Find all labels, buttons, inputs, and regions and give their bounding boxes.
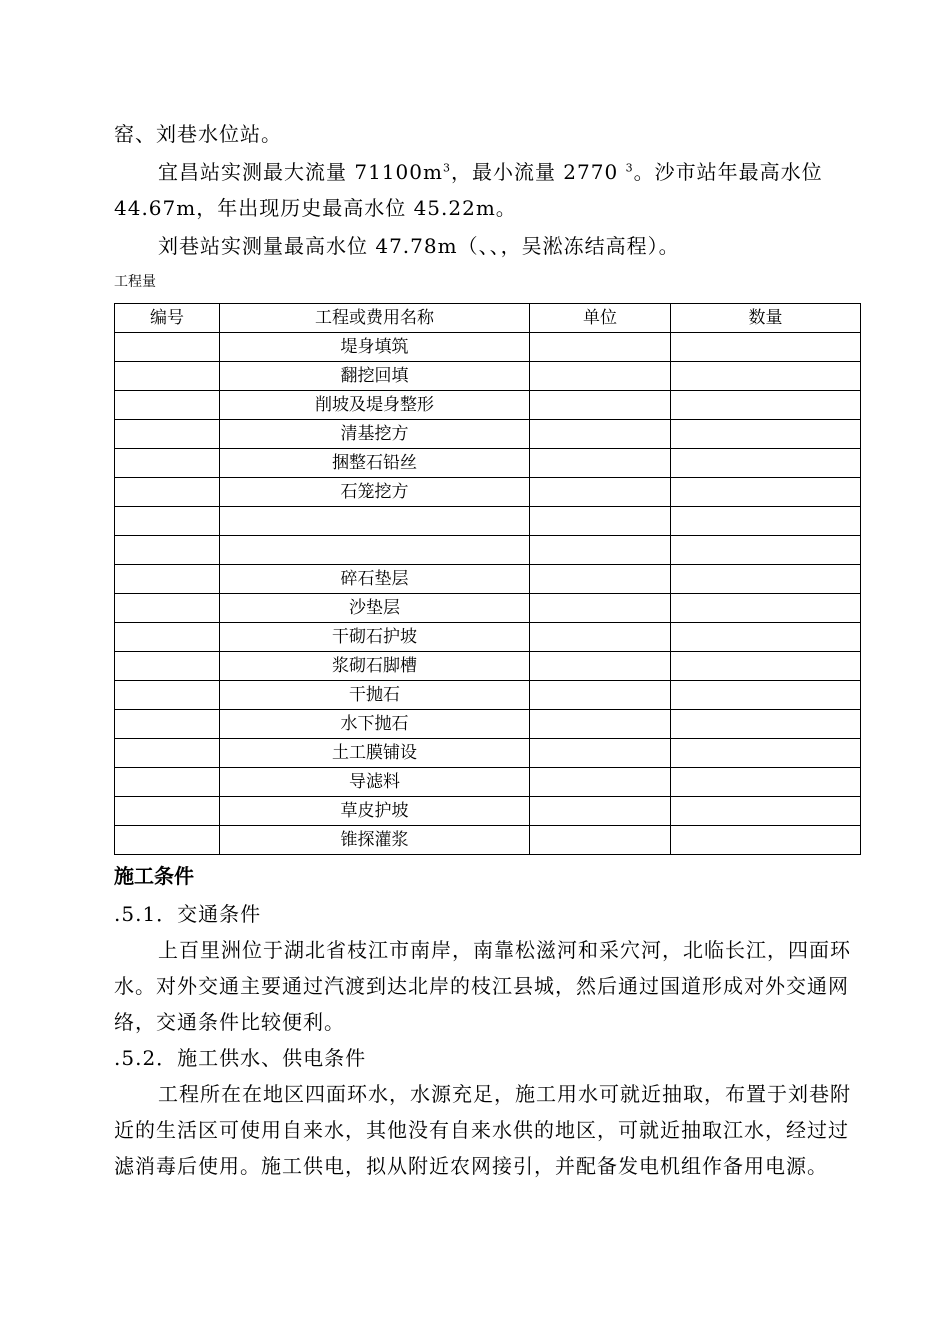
cell-quantity <box>671 420 861 449</box>
cell-number <box>115 362 220 391</box>
cell-number <box>115 565 220 594</box>
cell-number <box>115 594 220 623</box>
cell-item-name: 清基挖方 <box>220 420 530 449</box>
cell-quantity <box>671 449 861 478</box>
subsection-title-water-power: .5.2．施工供水、供电条件 <box>114 1046 367 1070</box>
cell-quantity <box>671 536 861 565</box>
cell-unit <box>530 739 671 768</box>
table-row <box>115 652 861 681</box>
flow-text-c: 。沙市站年最高水位 44.67m，年出现历史最高水位 45.22m。 <box>114 160 823 220</box>
flow-text-a: 宜昌站实测最大流量 71100m <box>158 160 443 184</box>
cell-unit <box>530 333 671 362</box>
table-row <box>115 623 861 652</box>
cell-item-name: 削坡及堤身整形 <box>220 391 530 420</box>
cell-unit <box>530 652 671 681</box>
cell-quantity <box>671 507 861 536</box>
cell-unit <box>530 478 671 507</box>
cell-unit <box>530 710 671 739</box>
cell-quantity <box>671 478 861 507</box>
cell-item-name <box>220 536 530 565</box>
cell-number <box>115 797 220 826</box>
quantities-table <box>114 303 861 855</box>
cell-number <box>115 739 220 768</box>
table-row <box>115 420 861 449</box>
table-body <box>115 333 861 855</box>
cell-item-name: 碎石垫层 <box>220 565 530 594</box>
cell-item-name: 锥探灌浆 <box>220 826 530 855</box>
cell-quantity <box>671 826 861 855</box>
cell-item-name: 水下抛石 <box>220 710 530 739</box>
cell-number <box>115 623 220 652</box>
cell-item-name: 草皮护坡 <box>220 797 530 826</box>
flow-text-b: ，最小流量 2770 <box>450 160 626 184</box>
cell-unit <box>530 391 671 420</box>
cell-quantity <box>671 594 861 623</box>
cell-item-name: 导滤料 <box>220 768 530 797</box>
cell-item-name: 堤身填筑 <box>220 333 530 362</box>
cell-number <box>115 333 220 362</box>
cell-unit <box>530 536 671 565</box>
cell-item-name: 沙垫层 <box>220 594 530 623</box>
cell-unit <box>530 507 671 536</box>
cell-number <box>115 826 220 855</box>
cell-unit <box>530 681 671 710</box>
subsection-title-traffic: .5.1．交通条件 <box>114 902 262 926</box>
cell-quantity <box>671 681 861 710</box>
table-row <box>115 797 861 826</box>
cell-quantity <box>671 623 861 652</box>
cell-quantity <box>671 768 861 797</box>
cell-quantity <box>671 797 861 826</box>
table-row <box>115 362 861 391</box>
cell-quantity <box>671 565 861 594</box>
cell-unit <box>530 362 671 391</box>
cell-unit <box>530 449 671 478</box>
superscript-unit: 3 <box>625 161 634 175</box>
cell-number <box>115 681 220 710</box>
cell-item-name <box>220 507 530 536</box>
cell-number <box>115 420 220 449</box>
cell-unit <box>530 768 671 797</box>
table-row <box>115 681 861 710</box>
paragraph-flow-data <box>114 154 864 226</box>
cell-quantity <box>671 710 861 739</box>
cell-number <box>115 478 220 507</box>
cell-quantity <box>671 333 861 362</box>
cell-number <box>115 391 220 420</box>
superscript-unit: 3 <box>442 161 451 175</box>
cell-unit <box>530 623 671 652</box>
section-heading: 施工条件 <box>114 864 194 888</box>
table-row <box>115 710 861 739</box>
cell-quantity <box>671 652 861 681</box>
header-quantity: 数量 <box>671 304 861 333</box>
cell-number <box>115 710 220 739</box>
header-unit: 单位 <box>530 304 671 333</box>
cell-item-name: 浆砌石脚槽 <box>220 652 530 681</box>
table-row <box>115 449 861 478</box>
table-row <box>115 478 861 507</box>
table-caption: 工程量 <box>114 274 156 290</box>
table-row <box>115 333 861 362</box>
cell-number <box>115 652 220 681</box>
cell-number <box>115 536 220 565</box>
cell-quantity <box>671 391 861 420</box>
table-row <box>115 739 861 768</box>
cell-quantity <box>671 362 861 391</box>
paragraph-liuxiang-level: 刘巷站实测量最高水位 47.78m（、、，吴淞冻结高程）。 <box>158 234 680 258</box>
table-row <box>115 826 861 855</box>
cell-number <box>115 507 220 536</box>
cell-number <box>115 449 220 478</box>
cell-unit <box>530 420 671 449</box>
cell-item-name: 干砌石护坡 <box>220 623 530 652</box>
cell-unit <box>530 826 671 855</box>
header-item-name: 工程或费用名称 <box>220 304 530 333</box>
cell-unit <box>530 797 671 826</box>
table-row <box>115 594 861 623</box>
table-row <box>115 536 861 565</box>
cell-number <box>115 768 220 797</box>
header-number: 编号 <box>115 304 220 333</box>
cell-item-name: 石笼挖方 <box>220 478 530 507</box>
paragraph-traffic: 上百里洲位于湖北省枝江市南岸，南靠松滋河和采穴河，北临长江，四面环水。对外交通主要通过汽渡到达北岸的枝江县城，然后通过国道形成对外交通网络，交通条件比较便利。 <box>114 938 851 1034</box>
cell-unit <box>530 594 671 623</box>
cell-item-name: 捆整石铅丝 <box>220 449 530 478</box>
cell-unit <box>530 565 671 594</box>
table-row <box>115 507 861 536</box>
cell-item-name: 翻挖回填 <box>220 362 530 391</box>
cell-item-name: 干抛石 <box>220 681 530 710</box>
paragraph-station-intro: 窑、刘巷水位站。 <box>114 122 282 146</box>
table-row <box>115 768 861 797</box>
table-header-row <box>115 304 861 333</box>
table-row <box>115 391 861 420</box>
paragraph-water-power: 工程所在在地区四面环水，水源充足，施工用水可就近抽取，布置于刘巷附近的生活区可使用自来水，其他没有自来水供的地区，可就近抽取江水，经过过滤消毒后使用。施工供电，拟从附近农网接引，并配备发电机组作备用电源。 <box>114 1082 851 1178</box>
cell-item-name: 土工膜铺设 <box>220 739 530 768</box>
table-row <box>115 565 861 594</box>
cell-quantity <box>671 739 861 768</box>
